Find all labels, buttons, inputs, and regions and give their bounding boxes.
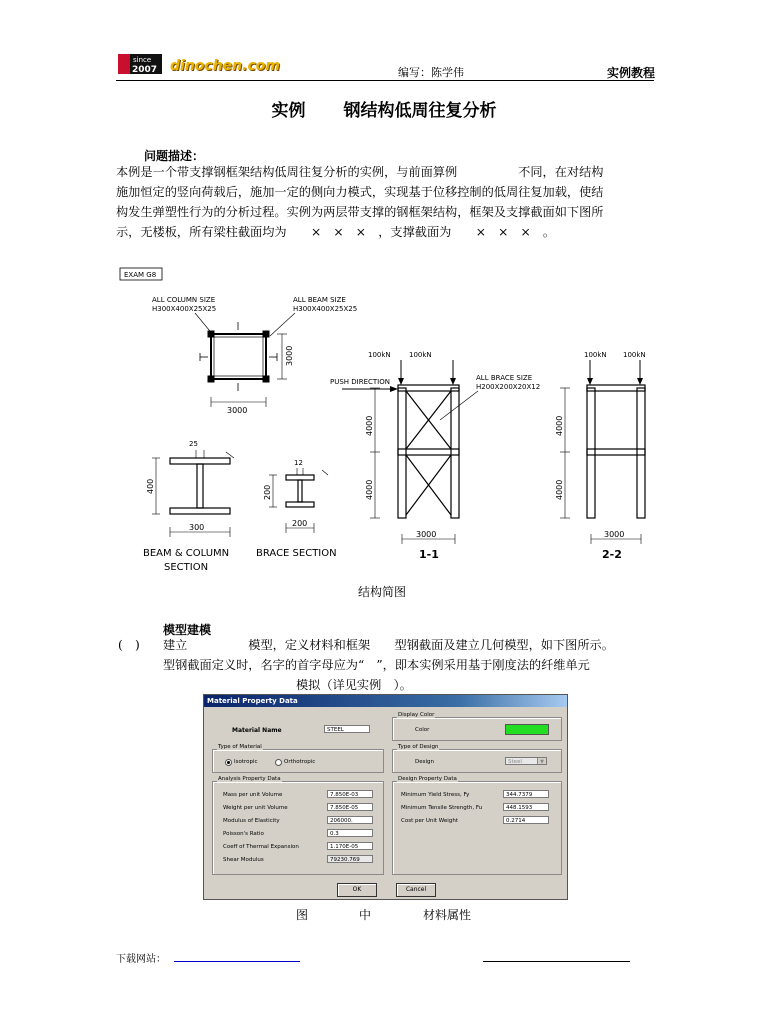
problem-line: 施加恒定的竖向荷载后，施加一定的侧向力模式，实现基于位移控制的低周往复加载，使结 — [116, 185, 604, 199]
analysis-field-label: Coeff of Thermal Expansion — [223, 844, 299, 850]
shear-modulus-output: 79230.769 — [327, 855, 373, 863]
analysis-field-label: Modulus of Elasticity — [223, 818, 280, 824]
brace-height: 200 — [263, 484, 272, 500]
design-field-label: Minimum Tensile Strength, Fu — [401, 805, 483, 811]
problem-line: 示，无楼板，所有梁柱截面均为 × × × ，支撑截面为 × × × 。 — [116, 225, 556, 239]
footer-download-link[interactable] — [174, 961, 300, 962]
isotropic-label: Isotropic — [234, 759, 258, 765]
modeling-line-1: 建立 模型，定义材料和框架 型钢截面及建立几何模型，如下图所示。 — [163, 638, 614, 652]
beam-width: 300 — [189, 523, 205, 532]
cancel-button[interactable]: Cancel — [396, 883, 436, 897]
display-color-group — [392, 712, 562, 741]
section-label-2-2: 2-2 — [602, 548, 622, 561]
elevation-1-1 — [398, 385, 459, 518]
beam-section-label-2: SECTION — [164, 562, 209, 573]
brace-section-label: BRACE SECTION — [256, 548, 337, 559]
dialog-title: Material Property Data — [204, 695, 567, 707]
logo-badge — [118, 52, 162, 76]
yield-stress-input[interactable]: 344.7379 — [503, 790, 549, 798]
beam-section-label-1: BEAM & COLUMN — [143, 548, 230, 559]
problem-heading: 问题描述： — [144, 149, 205, 163]
modulus-of-elasticity-input[interactable]: 206000. — [327, 816, 373, 824]
weight-per-volume-input[interactable]: 7.850E-05 — [327, 803, 373, 811]
title-part1: 实例 — [271, 101, 306, 121]
beam-size-value: H300X400X25X25 — [293, 305, 358, 313]
plan-dim-x: 3000 — [227, 406, 248, 415]
thermal-expansion-input[interactable]: 1.170E-05 — [327, 842, 373, 850]
story-height-2: 4000 — [365, 479, 374, 500]
header-rule — [116, 80, 654, 81]
load-label-1: 100kN — [368, 351, 391, 359]
analysis-field-label: Weight per unit Volume — [223, 805, 288, 811]
color-swatch[interactable] — [505, 724, 549, 735]
display-color-group-label: Display Color — [398, 712, 435, 718]
modeling-line-3: 模拟（详见实例 ）。 — [296, 678, 412, 692]
col-size-label: ALL COLUMN SIZE — [152, 296, 216, 304]
analysis-property-label: Analysis Property Data — [218, 776, 281, 782]
orthotropic-radio[interactable] — [275, 759, 282, 766]
story-height-4: 4000 — [555, 479, 564, 500]
col-size-value: H300X400X25X25 — [152, 305, 217, 313]
material-property-dialog — [203, 694, 568, 900]
brace-section — [286, 475, 314, 507]
analysis-property-group — [212, 776, 384, 875]
brace-thickness: 12 — [294, 459, 303, 467]
modeling-line-2: 型钢截面定义时，名字的首字母应为“ ”，即本实例采用基于刚度法的纤维单元 — [163, 658, 590, 672]
material-name-input[interactable]: STEEL — [324, 725, 370, 733]
poissons-ratio-input[interactable]: 0.3 — [327, 829, 373, 837]
dialog-caption-fig: 图 — [296, 908, 309, 922]
load-label-3: 100kN — [584, 351, 607, 359]
brace-size-label: ALL BRACE SIZE — [476, 374, 533, 382]
orthotropic-label: Orthotropic — [284, 759, 316, 765]
figure-caption: 结构简图 — [358, 585, 407, 599]
isotropic-radio[interactable] — [225, 759, 232, 766]
story-height-3: 4000 — [555, 415, 564, 436]
beam-leader — [270, 313, 295, 336]
type-of-material-group — [212, 744, 384, 773]
design-select-value: Steel — [508, 759, 522, 765]
chevron-down-icon[interactable]: ▼ — [537, 758, 546, 764]
tensile-strength-input[interactable]: 448.1593 — [503, 803, 549, 811]
story-height-1: 4000 — [365, 415, 374, 436]
modeling-step-no: ( ) — [118, 638, 140, 652]
example-tag: EXAM G8 — [124, 271, 157, 279]
brace-size-value: H200X200X20X12 — [476, 383, 541, 391]
dialog-caption-text: 材料属性 — [423, 908, 472, 922]
header-author: 编写：陈学伟 — [398, 66, 464, 79]
design-field-label: Minimum Yield Stress, Fy — [401, 792, 470, 798]
header-doc-type: 实例教程 — [607, 66, 656, 80]
plan-view — [200, 322, 287, 407]
elevation-2-2 — [587, 385, 645, 518]
type-of-design-label: Type of Design — [398, 744, 439, 750]
page-title — [0, 96, 768, 121]
structure-drawing — [110, 262, 650, 582]
analysis-field-label: Shear Modulus — [223, 857, 264, 863]
brace-width: 200 — [292, 519, 308, 528]
logo-since: since — [133, 56, 152, 64]
bay-width-1: 3000 — [416, 530, 437, 539]
mass-per-volume-input[interactable]: 7.850E-03 — [327, 790, 373, 798]
analysis-field-label: Poisson's Ratio — [223, 831, 264, 837]
footer-rule — [483, 961, 630, 962]
load-label-2: 100kN — [409, 351, 432, 359]
material-name-label: Material Name — [232, 727, 282, 734]
load-label-4: 100kN — [623, 351, 646, 359]
design-field-label: Cost per Unit Weight — [401, 818, 458, 824]
beam-size-label: ALL BEAM SIZE — [293, 296, 346, 304]
beam-flange-thickness: 25 — [189, 440, 198, 448]
type-of-design-group — [392, 744, 562, 773]
title-part2: 钢结构低周往复分析 — [343, 101, 497, 121]
problem-line: 构发生弹塑性行为的分析过程。实例为两层带支撑的钢框架结构，框架及支撑截面如下图所 — [116, 205, 604, 219]
section-label-1-1: 1-1 — [419, 548, 439, 561]
beam-height: 400 — [146, 478, 155, 494]
problem-paragraph — [116, 162, 604, 242]
beam-column-section — [170, 458, 230, 514]
design-property-label: Design Property Data — [398, 776, 457, 782]
cost-per-weight-input[interactable]: 0.2714 — [503, 816, 549, 824]
type-of-material-label: Type of Material — [218, 744, 262, 750]
logo-year: 2007 — [132, 65, 158, 75]
analysis-field-label: Mass per unit Volume — [223, 792, 283, 798]
design-select[interactable] — [505, 757, 547, 765]
dialog-caption-mid: 中 — [359, 908, 372, 922]
plan-dim-y: 3000 — [285, 345, 294, 366]
push-direction-label: PUSH DIRECTION — [330, 378, 390, 386]
design-label: Design — [415, 759, 434, 765]
design-property-group — [392, 776, 562, 875]
color-label: Color — [415, 727, 430, 733]
logo-text: dinochen.com — [170, 58, 280, 74]
modeling-heading: 模型建模 — [163, 623, 212, 637]
bay-width-2: 3000 — [604, 530, 625, 539]
footer-download-label: 下载网站： — [116, 954, 166, 965]
problem-line: 本例是一个带支撑钢框架结构低周往复分析的实例，与前面算例 不同，在对结构 — [116, 165, 604, 179]
ok-button[interactable]: OK — [337, 883, 377, 897]
